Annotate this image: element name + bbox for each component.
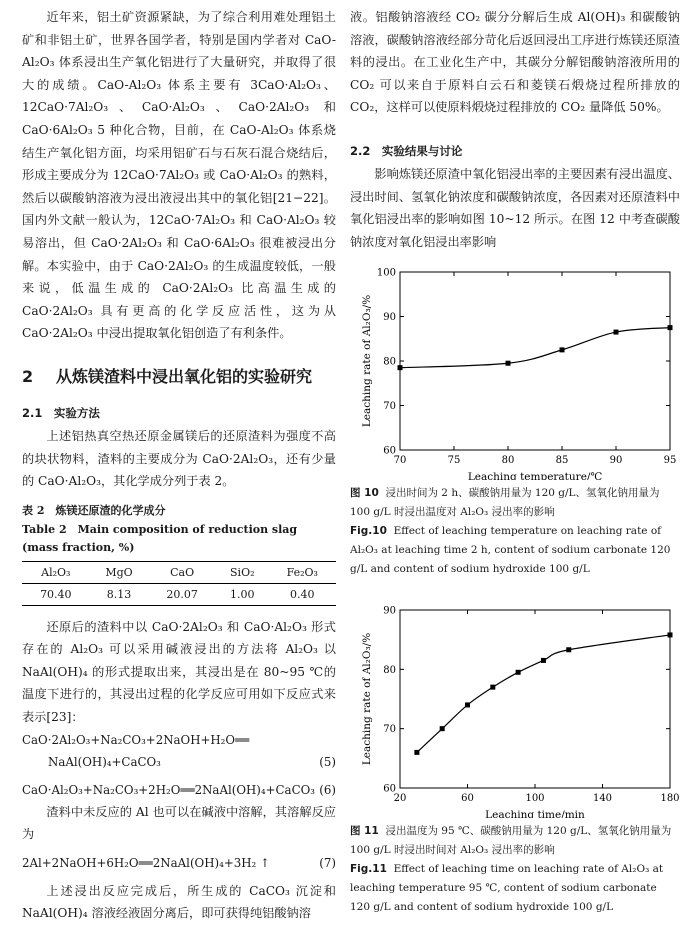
y-axis-label: Leaching rate of Al₂O₃/% bbox=[361, 632, 373, 766]
series-line bbox=[400, 328, 670, 368]
table-header-row bbox=[22, 561, 336, 583]
table-row bbox=[22, 583, 336, 605]
data-point bbox=[398, 365, 403, 370]
equation-5-line-2 bbox=[22, 751, 336, 773]
leaching-paragraph: 还原后的渣料中以 CaO·2Al₂O₃ 和 CaO·Al₂O₃ 形式存在的 Al₂O₃ 可以采用碱液浸出的方法将 Al₂O₃ 以 NaAl(OH)₄ 的形式提取出来，其浸出是在 80~95 ℃的温度下进行的，其浸出过程的化学反应可用如下反应式来表示[23]： bbox=[22, 619, 336, 725]
table-header-cell: MgO bbox=[105, 565, 133, 579]
table-header-cell: Fe₂O₃ bbox=[286, 565, 318, 579]
section-number: 2 bbox=[22, 366, 34, 386]
figure-11-caption-zh bbox=[350, 822, 680, 860]
y-tick-label: 60 bbox=[383, 783, 396, 795]
table-cell: 1.00 bbox=[230, 587, 255, 601]
right-column bbox=[350, 6, 680, 253]
x-tick-label: 100 bbox=[525, 793, 545, 804]
table-cell: 0.40 bbox=[290, 587, 315, 601]
table-header-cell: SiO₂ bbox=[230, 565, 255, 579]
figure-11-chart bbox=[350, 600, 680, 818]
y-tick-label: 100 bbox=[376, 267, 396, 279]
data-point bbox=[490, 685, 495, 690]
y-tick-label: 90 bbox=[383, 605, 396, 617]
x-tick-label: 85 bbox=[555, 455, 569, 466]
continued-paragraph: 液。铝酸钠溶液经 CO₂ 碳分分解后生成 Al(OH)₃ 和碳酸钠溶液，碳酸钠溶液经部分苛化后返回浸出工序进行炼镁还原渣料的浸出。在工业化生产中，其碳分分解铝酸钠溶液所用的 CO₂ 可以来自于原料白云石和菱镁石煅烧过程所排放的 CO₂，这样可以使原料煅烧过程排放的 CO₂ 量降低 50%。 bbox=[350, 10, 680, 115]
section-title: 从炼镁渣料中浸出氧化铝的实验研究 bbox=[56, 366, 313, 386]
data-point bbox=[560, 347, 565, 352]
y-tick-label: 90 bbox=[383, 312, 396, 323]
y-tick-label: 70 bbox=[383, 724, 396, 736]
left-column bbox=[22, 6, 336, 925]
composition-table bbox=[22, 561, 336, 606]
equation-7 bbox=[22, 852, 336, 874]
table-cell: 20.07 bbox=[166, 587, 198, 601]
equation-text: CaO·Al₂O₃+Na₂CO₃+2H₂O══2NaAl(OH)₄+CaCO₃ bbox=[22, 782, 315, 797]
table-caption-en: Table 2 Main composition of reduction slag (mass fraction, %) bbox=[22, 522, 298, 554]
y-tick-label: 80 bbox=[383, 664, 396, 676]
x-tick-label: 75 bbox=[447, 455, 461, 466]
aluminum-paragraph: 渣料中未反应的 Al 也可以在碱液中溶解，其溶解反应为 bbox=[22, 804, 336, 842]
separation-paragraph: 上述浸出反应完成后，所生成的 CaCO₃ 沉淀和 NaAl(OH)₄ 溶液经液固分离后，即可获得纯铝酸钠溶 bbox=[22, 883, 336, 921]
section-heading bbox=[22, 365, 336, 389]
plot-frame bbox=[400, 610, 670, 788]
table-cell: 70.40 bbox=[40, 587, 72, 601]
table-caption-zh: 表 2 炼镁还原渣的化学成分 bbox=[22, 503, 166, 517]
data-point bbox=[516, 670, 521, 675]
method-paragraph: 上述铝热真空热还原金属镁后的还原渣料为强度不高的块状物料，渣料的主要成分为 CaO·2Al₂O₃，还有少量的 CaO·Al₂O₃，其化学成分列于表 2。 bbox=[22, 428, 336, 489]
caption-text: 浸出温度为 95 ℃、碳酸钠用量为 120 g/L、氢氧化钠用量为 100 g/L 时浸出时间对 Al₂O₃ 浸出率的影响 bbox=[350, 825, 672, 856]
figure-11 bbox=[350, 600, 680, 917]
subsection-heading-2-2: 2.2 实验结果与讨论 bbox=[350, 143, 463, 158]
x-tick-label: 80 bbox=[501, 455, 515, 466]
table-cell: 8.13 bbox=[106, 587, 132, 601]
table-header-cell: CaO bbox=[170, 565, 195, 579]
data-point bbox=[414, 750, 419, 755]
figure-label: 图 10 bbox=[350, 487, 379, 499]
caption-text: Effect of leaching time on leaching rate of Al₂O₃ at leaching temperature 95 ℃, content of sodium carbonate 120 g/L and content of sodium hydroxide 100 g/L bbox=[350, 863, 664, 913]
subsection-heading-2-1: 2.1 实验方法 bbox=[22, 405, 100, 420]
figure-label: Fig.10 bbox=[350, 525, 387, 537]
x-tick-label: 95 bbox=[663, 455, 677, 466]
x-tick-label: 20 bbox=[393, 793, 407, 804]
equation-text: 2Al+2NaOH+6H₂O══2NaAl(OH)₄+3H₂ ↑ bbox=[22, 855, 270, 870]
data-point bbox=[566, 647, 571, 652]
figure-10-chart bbox=[350, 262, 680, 480]
data-point bbox=[506, 361, 511, 366]
x-tick-label: 140 bbox=[592, 793, 613, 804]
x-tick-label: 180 bbox=[660, 793, 680, 804]
y-tick-label: 70 bbox=[383, 401, 396, 412]
y-axis-label: Leaching rate of Al₂O₃/% bbox=[361, 294, 373, 428]
figure-label: Fig.11 bbox=[350, 863, 387, 875]
equation-number: (7) bbox=[319, 855, 336, 870]
caption-text: 浸出时间为 2 h、碳酸钠用量为 120 g/L、氢氧化钠用量为 100 g/L 时浸出温度对 Al₂O₃ 浸出率的影响 bbox=[350, 487, 660, 518]
figure-10-caption-zh bbox=[350, 484, 680, 522]
data-point bbox=[668, 632, 673, 637]
equation-text: NaAl(OH)₄+CaCO₃ bbox=[48, 754, 161, 769]
x-axis-label: Leaching temperature/℃ bbox=[467, 471, 603, 480]
figure-10 bbox=[350, 262, 680, 579]
data-point bbox=[668, 325, 673, 330]
caption-text: Effect of leaching temperature on leaching rate of Al₂O₃ at leaching time 2 h, content of sodium carbonate 120 g/L and content of sodium hydroxide 100 g/L bbox=[350, 525, 671, 575]
data-point bbox=[465, 702, 470, 707]
x-tick-label: 60 bbox=[461, 793, 474, 804]
data-point bbox=[614, 330, 619, 335]
y-tick-label: 60 bbox=[383, 445, 396, 457]
equation-number: (6) bbox=[319, 782, 336, 797]
equation-number: (5) bbox=[319, 754, 336, 769]
table-header-cell: Al₂O₃ bbox=[41, 565, 71, 579]
equation-6 bbox=[22, 779, 336, 801]
y-tick-label: 80 bbox=[383, 356, 396, 368]
equation-text: CaO·2Al₂O₃+Na₂CO₃+2NaOH+H₂O══ bbox=[22, 732, 250, 747]
plot-frame bbox=[400, 272, 670, 450]
figure-label: 图 11 bbox=[350, 825, 379, 837]
data-point bbox=[440, 726, 445, 731]
intro-paragraph: 近年来，铝土矿资源紧缺，为了综合利用难处理铝土矿和非铝土矿，世界各国学者，特别是国内学者对 CaO-Al₂O₃ 体系浸出生产氧化铝进行了大量研究，并取得了很大的成绩。CaO-Al₂O₃ 体系主要有 3CaO·Al₂O₃、12CaO·7Al₂O₃、CaO·Al₂O₃、CaO·2Al₂O₃ 和 CaO·6Al₂O₃ 5 种化合物，目前，在 CaO-Al₂O₃ 体系烧结生产氧化铝方面，均采用铝矿石与石灰石混合烧结后，形成主要成分为 12CaO·7Al₂O₃ 或 CaO·Al₂O₃ 的熟料，然后以碳酸钠溶液为浸出液浸出其中的氧化铝[21−22]。国内外文献一般认为，12CaO·7Al₂O₃ 和 CaO·Al₂O₃ 较易溶出，但 CaO·2Al₂O₃ 和 CaO·6Al₂O₃ 很难被浸出分解。本实验中，由于 CaO·2Al₂O₃ 的生成温度较低，一般来说，低温生成的 CaO·2Al₂O₃ 比高温生成的 CaO·2Al₂O₃ 具有更高的化学反应活性，这为从 CaO·2Al₂O₃ 中浸出提取氧化铝创造了有利条件。 bbox=[22, 10, 336, 341]
figure-10-caption-en bbox=[350, 522, 680, 579]
x-axis-label: Leaching time/min bbox=[485, 809, 585, 818]
figure-11-caption-en bbox=[350, 860, 680, 917]
x-tick-label: 90 bbox=[609, 455, 623, 466]
results-paragraph: 影响炼镁还原渣中氧化铝浸出率的主要因素有浸出温度、浸出时间、氢氧化钠浓度和碳酸钠浓度，各因素对还原渣料中氧化铝浸出率的影响如图 10~12 所示。在图 12 中考查碳酸钠浓度对氧化铝浸出率影响 bbox=[350, 166, 680, 249]
series-line bbox=[417, 635, 670, 752]
data-point bbox=[541, 658, 546, 663]
equation-5-line-1 bbox=[22, 729, 336, 751]
x-tick-label: 70 bbox=[393, 455, 407, 466]
